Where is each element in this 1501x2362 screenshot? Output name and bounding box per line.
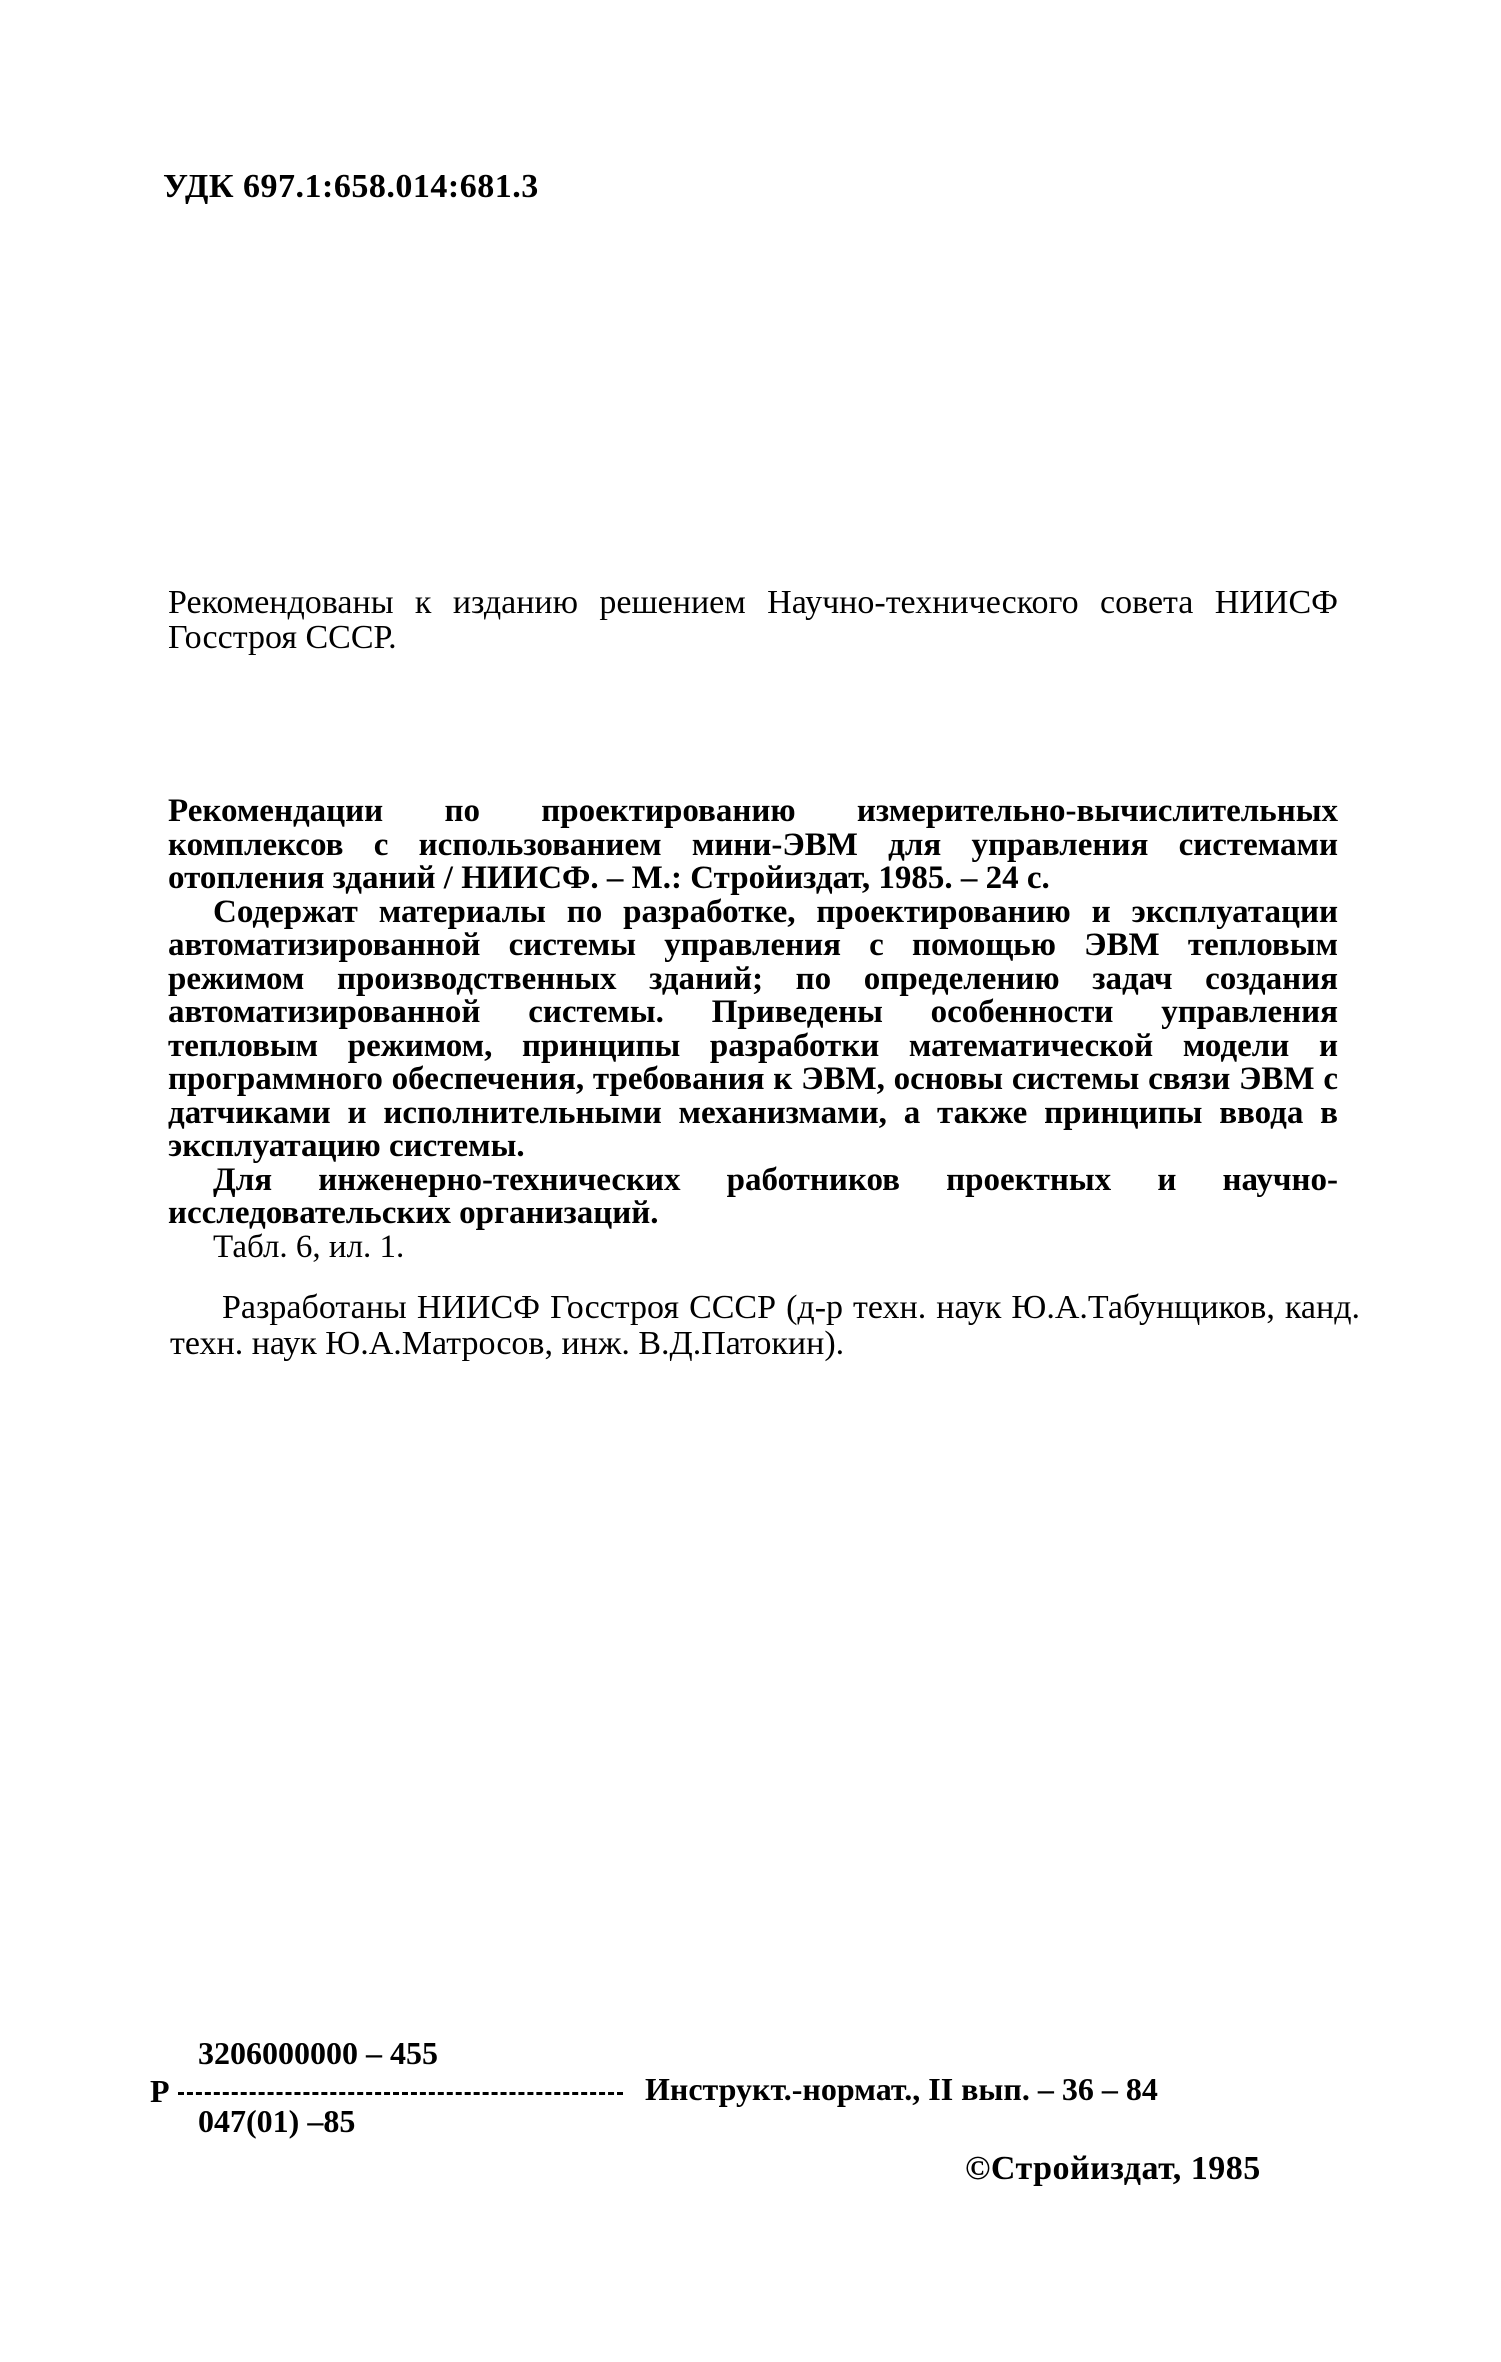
abstract-tables: Табл. 6, ил. 1.	[213, 1228, 405, 1265]
recommendation-text: Рекомендованы к изданию решением Научно-технического совета НИИСФ Госстроя СССР.	[168, 584, 1338, 656]
authors-paragraph	[170, 1290, 1360, 1362]
udc-code: УДК 697.1:658.014:681.3	[163, 168, 539, 205]
copyright-notice: ©Стройиздат, 1985	[965, 2150, 1261, 2187]
catalog-letter: Р	[150, 2073, 170, 2109]
catalog-numerator: 3206000000 – 455	[198, 2035, 438, 2071]
catalog-code	[150, 2025, 1350, 2145]
abstract-contents: Содержат материалы по разработке, проектированию и эксплуатации автоматизированной системы управления с помощью ЭВМ тепловым режимом производственных зданий; по определению задач создания автоматизированной системы. Приведены особенности управления тепловым режимом, принципы разработки математической модели и программного обеспечения, требования к ЭВМ, основы системы связи ЭВМ с датчиками и исполнительными механизмами, а также принципы ввода в эксплуатацию системы.	[168, 893, 1338, 1164]
catalog-denominator: 047(01) –85	[198, 2103, 356, 2139]
fraction-line	[178, 2092, 623, 2095]
abstract-audience: Для инженерно-технических работников проектных и научно-исследовательских организаций.	[168, 1161, 1338, 1231]
authors-text: Разработаны НИИСФ Госстроя СССР (д-р техн. наук Ю.А.Табунщиков, канд. техн. наук Ю.А.Матросов, инж. В.Д.Патокин).	[170, 1289, 1360, 1362]
abstract-citation: Рекомендации по проектированию измерительно-вычислительных комплексов с использованием мини-ЭВМ для управления системами отопления зданий / НИИСФ. – М.: Стройиздат, 1985. – 24 с.	[168, 793, 1338, 896]
abstract-block	[168, 795, 1338, 1264]
catalog-instruction: Инструкт.-нормат., II вып. – 36 – 84	[645, 2071, 1158, 2107]
recommendation-paragraph	[168, 585, 1338, 655]
